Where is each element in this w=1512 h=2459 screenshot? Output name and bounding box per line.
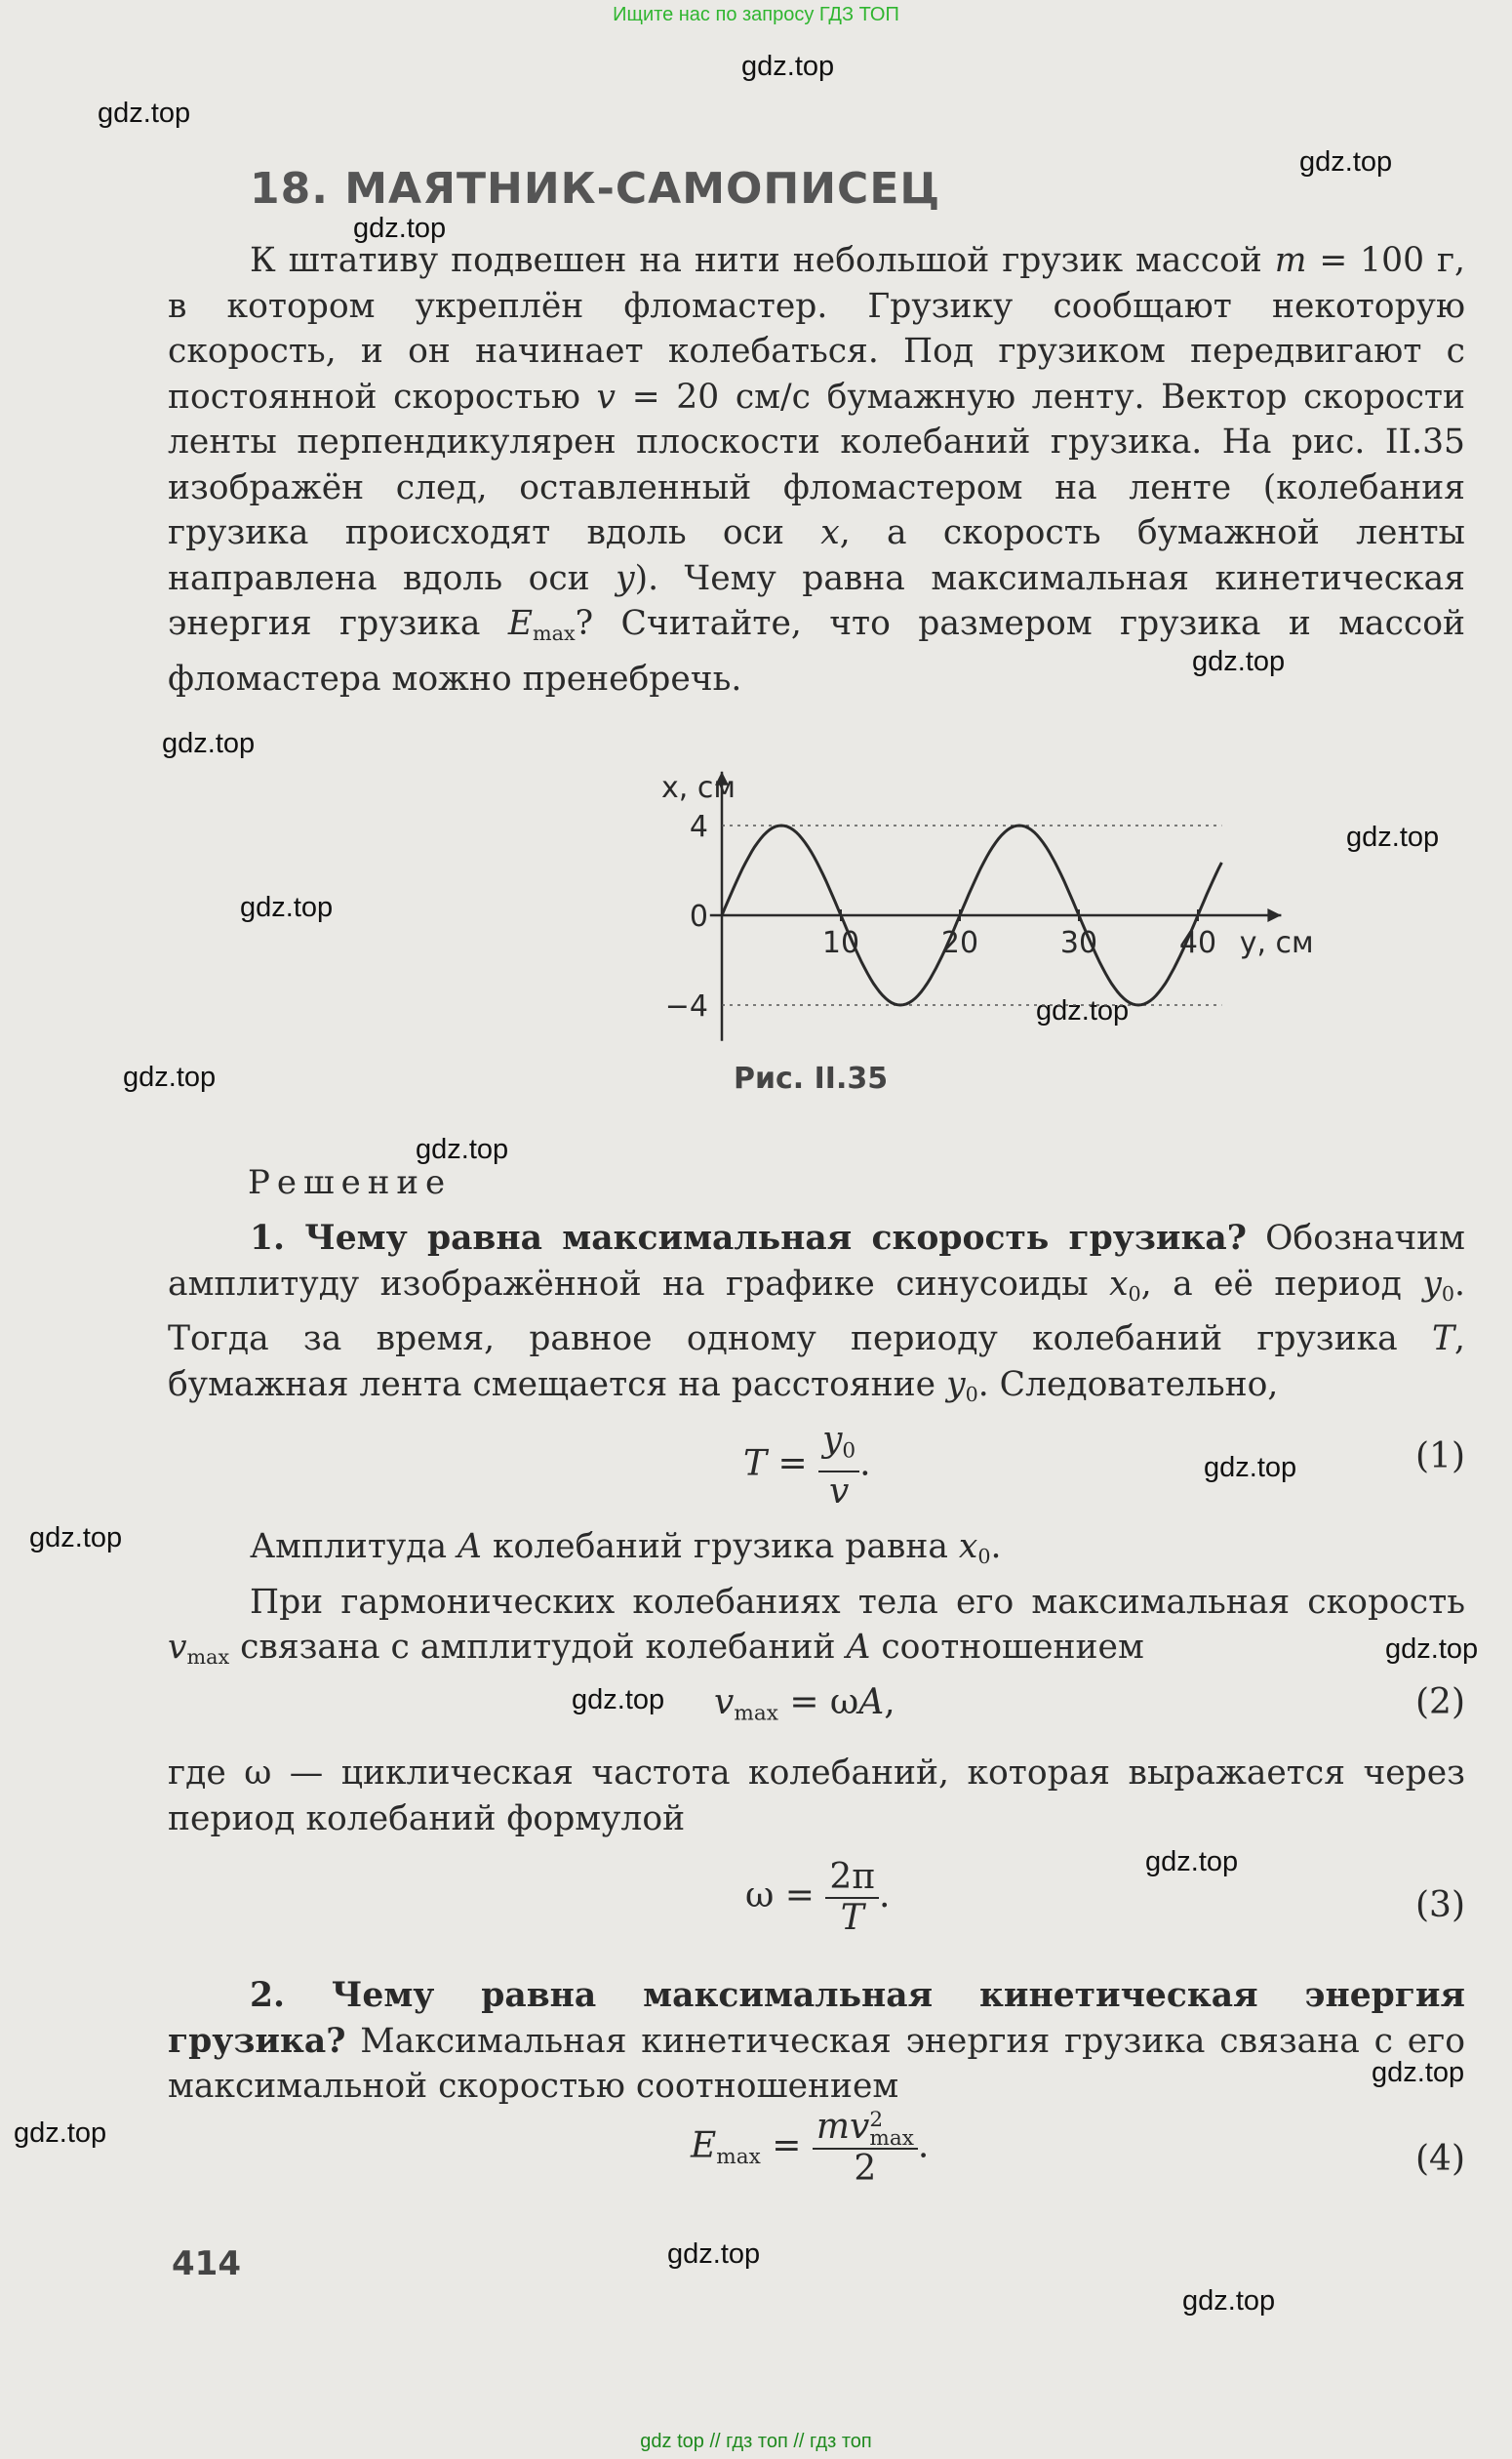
x0-symbol: $x_0$ <box>1109 1264 1141 1306</box>
tick-label-minus-4: −4 <box>664 989 708 1024</box>
eq-number-1: (1) <box>1415 1436 1465 1476</box>
bottom-banner[interactable]: gdz top // гдз топ // гдз топ <box>640 2431 872 2452</box>
watermark: gdz.top <box>1385 1633 1479 1665</box>
vmax-symbol: $v_{max}$ <box>168 1628 230 1670</box>
formula-4: $E_{max}$ = mv 2 max 2 . <box>691 2107 930 2190</box>
watermark: gdz.top <box>123 1062 217 1093</box>
watermark: gdz.top <box>416 1134 509 1165</box>
watermark: gdz.top <box>29 1522 123 1553</box>
step-1-title: 1. Чему равна максимальная скорость грузика? <box>250 1219 1247 1258</box>
y0-symbol: $y_0$ <box>946 1364 978 1406</box>
amplitude-symbol: A <box>458 1527 482 1566</box>
amplitude-text-1: Амплитуда <box>250 1527 448 1566</box>
eq-number-2: (2) <box>1415 1682 1465 1722</box>
omega-text <box>168 1751 1465 1841</box>
omega-text-content: где ω — циклическая частота колебаний, которая выражается через период колебаний формулой <box>168 1754 1465 1838</box>
problem-text-5: ). Чему равна максимальная кинетическая энергия грузика <box>168 558 1466 643</box>
solution-step-2 <box>168 1973 1465 2110</box>
watermark: gdz.top <box>14 2117 107 2149</box>
problem-text-1: К штативу подвешен на нити небольшой грузик массой <box>250 241 1262 280</box>
step-1-text-2: , а её период <box>1140 1264 1402 1304</box>
tick-label-y: 40 <box>1178 926 1217 960</box>
tick-label-y: 30 <box>1059 926 1098 960</box>
top-banner[interactable]: Ищите нас по запросу ГДЗ ТОП <box>613 4 899 25</box>
tick-label-y: 10 <box>821 926 860 960</box>
emax-symbol: $E_{max}$ <box>507 604 576 646</box>
eq-number-3: (3) <box>1415 1885 1465 1925</box>
watermark: gdz.top <box>1346 822 1440 853</box>
horizontal-axis-arrow <box>1267 908 1281 922</box>
step-1-text-1: Обозначим амплитуду изображённой на графике синусоиды <box>168 1219 1465 1304</box>
watermark: gdz.top <box>353 213 447 244</box>
problem-text-4: , а скорость бумажной ленты направлена вдоль оси <box>168 513 1465 598</box>
formula-2: $v_{max} = \omega A$, <box>714 1682 895 1726</box>
harmonic-text-2: связана с амплитудой колебаний <box>240 1628 836 1668</box>
watermark: gdz.top <box>240 892 334 923</box>
problem-text-6: ? Считайте, что размером грузика и массой фломастера можно пренебречь. <box>168 604 1466 699</box>
mass-symbol: m <box>1274 241 1307 280</box>
watermark: gdz.top <box>1182 2285 1276 2317</box>
tick-label-y: 20 <box>940 926 979 960</box>
velocity-symbol: v <box>596 377 617 417</box>
axis-x-symbol: x <box>820 513 840 552</box>
oscillation-graph <box>644 712 1314 1064</box>
section-heading: 18. МАЯТНИК-САМОПИСЕЦ <box>250 164 941 214</box>
watermark: gdz.top <box>162 728 256 759</box>
watermark: gdz.top <box>1036 995 1130 1027</box>
page-number: 414 <box>172 2244 241 2283</box>
watermark: gdz.top <box>1145 1846 1239 1877</box>
y-axis-label: y, см <box>1239 926 1314 960</box>
problem-text-2: = 100 г, в котором укреплён фломастер. Грузику сообщают некоторую скорость, и он начинает колебаться. Под грузиком передвигают с постоянной скоростью <box>168 241 1465 417</box>
solution-label: Решение <box>248 1163 453 1202</box>
watermark: gdz.top <box>1192 646 1286 677</box>
tick-label-0: 0 <box>689 900 708 934</box>
watermark: gdz.top <box>572 1684 665 1715</box>
watermark: gdz.top <box>1372 2057 1465 2088</box>
solution-step-1 <box>168 1216 1465 1417</box>
formula-3: ω = $\frac{2\pi}{T}$ . <box>745 1857 891 1938</box>
step-1-text-5: . Следовательно, <box>977 1364 1279 1404</box>
watermark: gdz.top <box>1299 146 1393 178</box>
watermark: gdz.top <box>1204 1452 1297 1483</box>
amplitude-text-2: колебаний грузика равна <box>492 1527 948 1566</box>
x0-symbol: $x_0$ <box>958 1527 991 1569</box>
axis-y-symbol: y <box>616 558 635 598</box>
period-symbol: T <box>1432 1319 1455 1359</box>
harmonic-text-3: соотношением <box>881 1628 1144 1668</box>
amplitude-symbol: A <box>846 1628 871 1668</box>
watermark: gdz.top <box>98 98 191 129</box>
harmonic-text-1: При гармонических колебаниях тела его максимальная скорость <box>250 1582 1465 1622</box>
step-1-text-3: . Тогда за время, равное одному периоду колебаний грузика <box>168 1264 1466 1359</box>
watermark: gdz.top <box>667 2238 761 2270</box>
step-2-title: 2. Чему равна максимальная кинетическая энергия грузика? <box>168 1976 1465 2061</box>
figure-caption: Рис. II.35 <box>734 1062 889 1096</box>
amplitude-text: Амплитуда A колебаний грузика равна $x_0$. При гармонических колебаниях тела его максимальная скорость $v_{max}$ связана с амплитудой колебаний A соотношением <box>168 1527 1465 1670</box>
watermark: gdz.top <box>741 51 835 82</box>
eq-number-4: (4) <box>1415 2139 1465 2179</box>
formula-1: T = $\frac{y_0}{v}$ . <box>743 1420 871 1512</box>
problem-text-3: = 20 см/с бумажную ленту. Вектор скорости ленты перпендикулярен плоскости колебаний грузика. На рис. II.35 изображён след, оставленный фломастером на ленте (колебания грузика происходят вдоль оси <box>168 377 1466 552</box>
x-axis-label: x, см <box>661 770 736 805</box>
y0-symbol: $y_0$ <box>1422 1264 1455 1306</box>
problem-text <box>168 238 1465 702</box>
step-2-text: Максимальная кинетическая энергия грузика связана с его максимальной скоростью соотношением <box>168 2021 1465 2106</box>
step-1-text-4: , бумажная лента смещается на расстояние <box>168 1319 1465 1404</box>
tick-label-plus-4: 4 <box>689 810 708 844</box>
